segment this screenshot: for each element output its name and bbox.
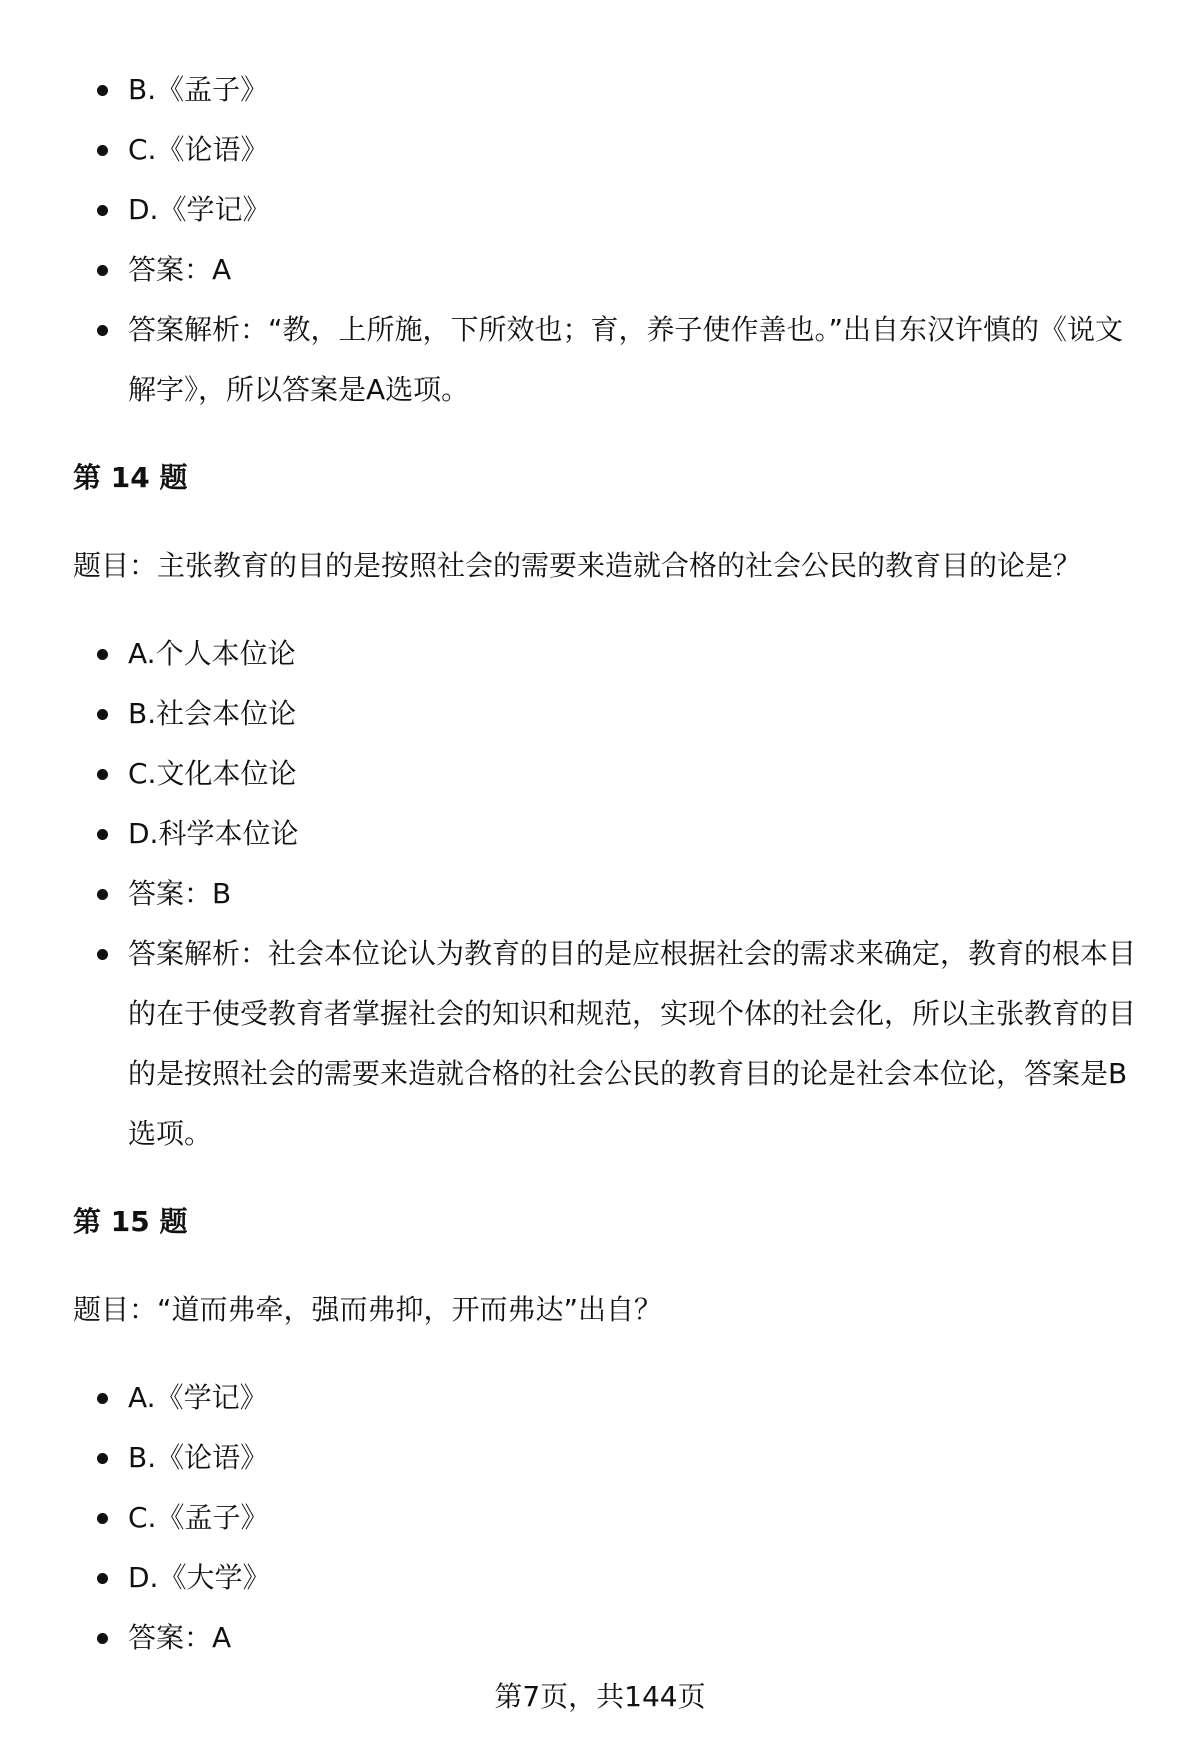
list-item <box>0 1368 1200 1428</box>
option-text: D.《学记》 <box>128 193 271 226</box>
bullet-icon <box>97 1573 108 1584</box>
answer-text: 答案：A <box>128 253 232 286</box>
bullet-icon <box>97 145 108 156</box>
list-item <box>0 180 1200 240</box>
option-list-15 <box>0 1368 1200 1668</box>
option-list-prev <box>0 60 1200 420</box>
bullet-icon <box>97 1513 108 1524</box>
bullet-icon <box>97 325 108 336</box>
option-text: B.《孟子》 <box>128 73 269 106</box>
list-item <box>0 1428 1200 1488</box>
question-stem-14: 题目：主张教育的目的是按照社会的需要来造就合格的社会公民的教育目的论是？ <box>73 549 1082 582</box>
question-heading-15: 第 15 题 <box>73 1205 188 1238</box>
bullet-icon <box>97 709 108 720</box>
list-item <box>0 1488 1200 1548</box>
explanation-text: 答案解析：“教，上所施，下所效也；育，养子使作善也。”出自东汉许慎的《说文解字》，所以答案是A选项。 <box>128 313 1124 406</box>
bullet-icon <box>97 1633 108 1644</box>
list-item <box>0 624 1200 684</box>
page-number: 第7页，共144页 <box>494 1680 706 1713</box>
bullet-icon <box>97 1453 108 1464</box>
bullet-icon <box>97 205 108 216</box>
answer-text: 答案：B <box>128 877 232 910</box>
option-text: D.《大学》 <box>128 1561 271 1594</box>
option-text: A.《学记》 <box>128 1381 268 1414</box>
option-text: B.《论语》 <box>128 1441 269 1474</box>
bullet-icon <box>97 1393 108 1404</box>
list-item <box>0 864 1200 924</box>
bullet-icon <box>97 889 108 900</box>
bullet-icon <box>97 85 108 96</box>
option-list-14 <box>0 624 1200 1164</box>
list-item <box>0 240 1200 300</box>
question-heading-14: 第 14 题 <box>73 461 188 494</box>
question-stem-15: 题目：“道而弗牵，强而弗抑，开而弗达”出自？ <box>73 1293 663 1326</box>
explanation-text: 答案解析：社会本位论认为教育的目的是应根据社会的需求来确定，教育的根本目的在于使受教育者掌握社会的知识和规范，实现个体的社会化，所以主张教育的目的是按照社会的需要来造就合格的社会公民的教育目的论是社会本位论，答案是B选项。 <box>128 937 1137 1150</box>
answer-text: 答案：A <box>128 1621 232 1654</box>
list-item <box>0 924 1200 1164</box>
option-text: A.个人本位论 <box>128 637 296 670</box>
option-text: D.科学本位论 <box>128 817 299 850</box>
bullet-icon <box>97 649 108 660</box>
list-item <box>0 120 1200 180</box>
bullet-icon <box>97 265 108 276</box>
list-item <box>0 1608 1200 1668</box>
option-text: C.《论语》 <box>128 133 269 166</box>
bullet-icon <box>97 769 108 780</box>
option-text: C.文化本位论 <box>128 757 297 790</box>
option-text: B.社会本位论 <box>128 697 297 730</box>
list-item <box>0 60 1200 120</box>
list-item <box>0 684 1200 744</box>
bullet-icon <box>97 829 108 840</box>
list-item <box>0 300 1200 420</box>
list-item <box>0 1548 1200 1608</box>
bullet-icon <box>97 949 108 960</box>
list-item <box>0 744 1200 804</box>
list-item <box>0 804 1200 864</box>
option-text: C.《孟子》 <box>128 1501 269 1534</box>
